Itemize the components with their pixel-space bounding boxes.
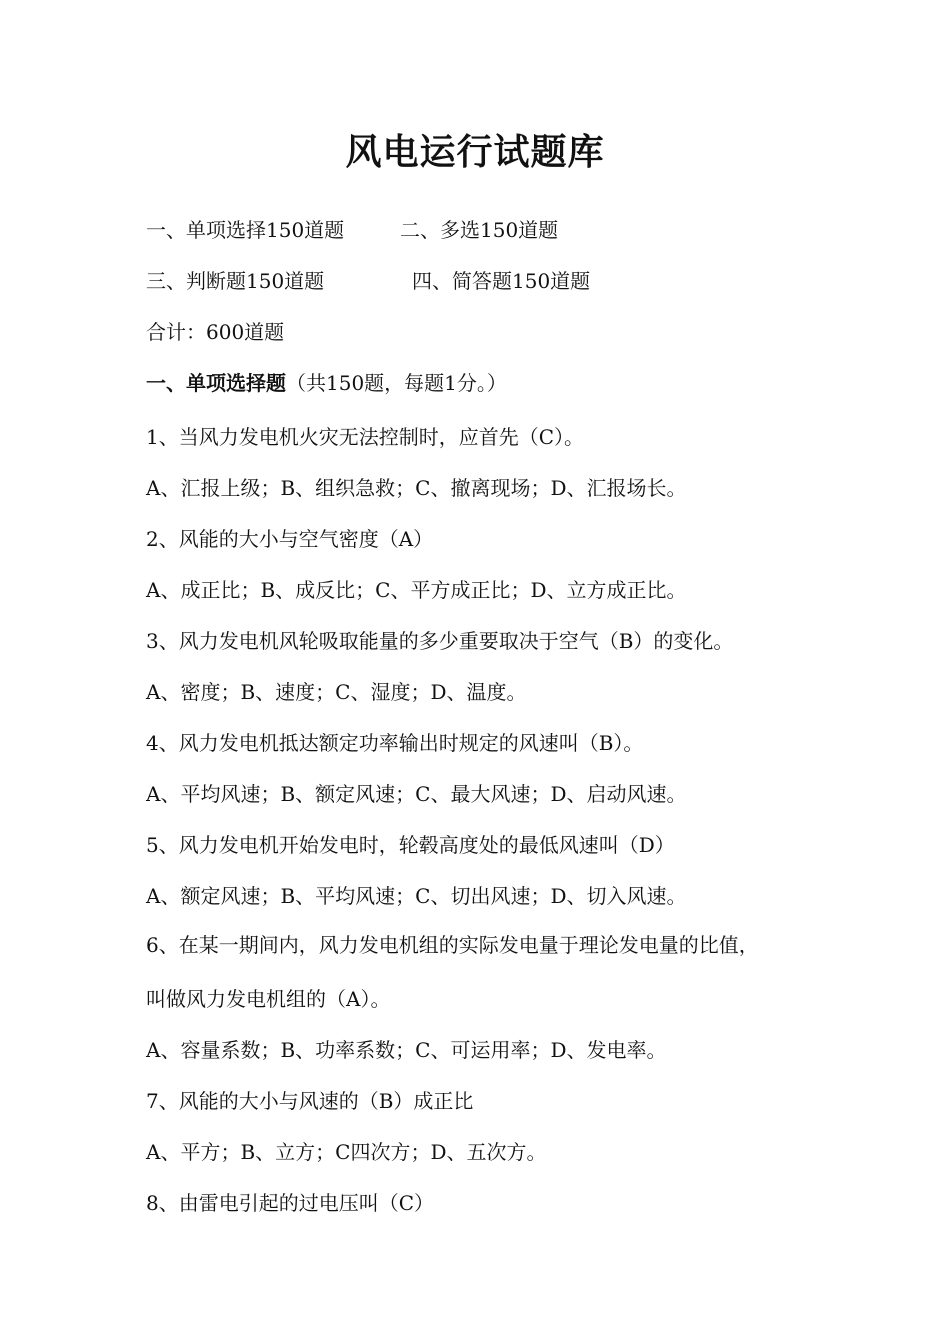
options-3: A、密度；B、速度；C、湿度；D、温度。	[146, 680, 527, 704]
question-5: 5、风力发电机开始发电时，轮毂高度处的最低风速叫（D）	[146, 833, 675, 857]
question-8: 8、由雷电引起的过电压叫（C）	[146, 1191, 435, 1215]
page-title: 风电运行试题库	[345, 131, 605, 173]
question-1: 1、当风力发电机火灾无法控制时，应首先（C）。	[146, 425, 585, 449]
question-6-continued: 叫做风力发电机组的（A）。	[146, 987, 391, 1011]
overview-multi-choice: 二、多选150道题	[400, 218, 559, 242]
question-7: 7、风能的大小与风速的（B）成正比	[146, 1089, 474, 1113]
question-6: 6、在某一期间内，风力发电机组的实际发电量于理论发电量的比值，	[146, 933, 759, 957]
options-7: A、平方；B、立方；C四次方；D、五次方。	[146, 1140, 547, 1164]
section-heading-note: （共150题，每题1分。）	[286, 371, 507, 395]
overview-total: 合计：600道题	[146, 320, 285, 344]
options-5: A、额定风速；B、平均风速；C、切出风速；D、切入风速。	[146, 884, 687, 908]
options-2: A、成正比；B、成反比；C、平方成正比；D、立方成正比。	[146, 578, 687, 602]
question-2: 2、风能的大小与空气密度（A）	[146, 527, 434, 551]
overview-single-choice: 一、单项选择150道题	[146, 218, 345, 242]
section-heading	[146, 368, 507, 398]
options-1: A、汇报上级；B、组织急救；C、撤离现场；D、汇报场长。	[146, 476, 687, 500]
section-heading-title: 一、单项选择题	[146, 371, 286, 395]
question-3: 3、风力发电机风轮吸取能量的多少重要取决于空气（B）的变化。	[146, 629, 734, 653]
question-4: 4、风力发电机抵达额定功率输出时规定的风速叫（B）。	[146, 731, 644, 755]
options-4: A、平均风速；B、额定风速；C、最大风速；D、启动风速。	[146, 782, 687, 806]
options-6: A、容量系数；B、功率系数；C、可运用率；D、发电率。	[146, 1038, 667, 1062]
overview-true-false: 三、判断题150道题	[146, 269, 325, 293]
overview-short-answer: 四、简答题150道题	[412, 269, 591, 293]
